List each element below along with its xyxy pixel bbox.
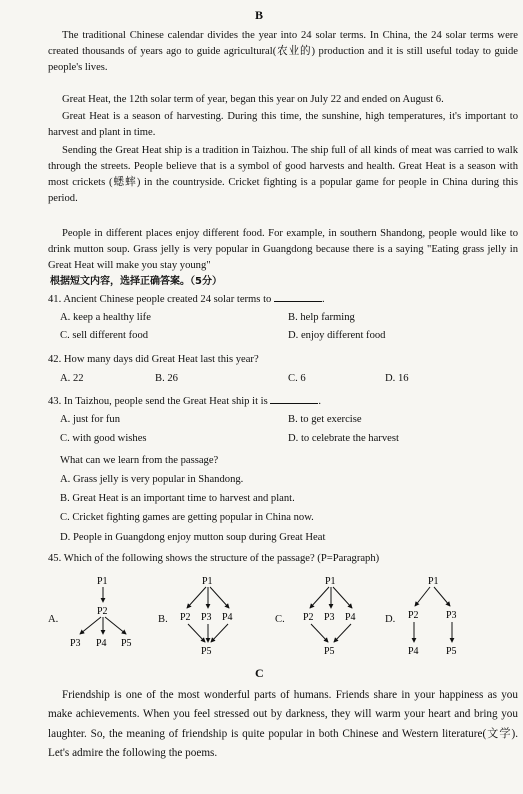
passage-b-paragraph-4: Sending the Great Heat ship is a tradition in Taizhou. The ship full of all kinds of meat was carried to walk through the streets. People believe that is a symbol of good harvests and health. Great Heat is a season with most crickets (蟋蟀) in the countryside. Cricket fighting is a popular game for people in China during this period. <box>48 145 518 204</box>
question-stem: Ancient Chinese people created 24 solar terms to <box>63 294 272 305</box>
q43-option-c[interactable]: C. with good wishes <box>60 433 147 444</box>
diagram-b-node: P3 <box>201 612 212 623</box>
question-43 <box>48 394 518 410</box>
diagram-a-node: P3 <box>70 638 81 649</box>
q44-option-d[interactable]: D. People in Guangdong enjoy mutton soup during Great Heat <box>60 532 326 543</box>
q43-option-b[interactable]: B. to get exercise <box>288 414 362 425</box>
q41-option-d[interactable]: D. enjoy different food <box>288 330 386 341</box>
structure-diagrams <box>0 570 523 660</box>
q42-option-d[interactable]: D. 16 <box>385 373 409 384</box>
q45-option-c-label[interactable]: C. <box>275 614 285 625</box>
section-b-label: B <box>255 8 264 22</box>
question-42 <box>48 352 518 368</box>
diagram-c-node: P4 <box>345 612 356 623</box>
diagram-c <box>303 576 356 657</box>
question-stem: Which of the following shows the structure of the passage? (P=Paragraph) <box>63 553 380 564</box>
diagram-b <box>180 576 233 657</box>
diagram-c-node: P3 <box>324 612 335 623</box>
diagram-b-node: P5 <box>201 646 212 657</box>
diagram-d-node: P3 <box>446 610 457 621</box>
diagram-d-node: P4 <box>408 646 419 657</box>
passage-b-paragraph-2: Great Heat, the 12th solar term of year, began this year on July 22 and ended on August 6. <box>62 94 444 105</box>
diagram-c-node: P1 <box>325 576 336 587</box>
diagram-a-node: P2 <box>97 606 108 617</box>
answer-blank[interactable] <box>274 292 322 302</box>
q45-option-d-label[interactable]: D. <box>385 614 396 625</box>
diagram-d-node: P1 <box>428 576 439 587</box>
q44-option-b[interactable]: B. Great Heat is an important time to harvest and plant. <box>60 493 295 504</box>
diagram-c-node: P5 <box>324 646 335 657</box>
q42-option-c[interactable]: C. 6 <box>288 373 306 384</box>
q43-option-d[interactable]: D. to celebrate the harvest <box>288 433 399 444</box>
section-c-label: C <box>255 666 264 680</box>
diagram-a-node: P1 <box>97 576 108 587</box>
q42-option-a[interactable]: A. 22 <box>60 373 84 384</box>
diagram-c-node: P2 <box>303 612 314 623</box>
passage-b-paragraph-5: People in different places enjoy different food. For example, in southern Shandong, people would like to drink mutton soup. Grass jelly is very popular in Guangdong because there is a saying "Eating grass jelly in Great Heat will make you stay young" <box>48 228 518 271</box>
question-end: . <box>321 294 325 305</box>
q43-option-a[interactable]: A. just for fun <box>60 414 121 425</box>
passage-b-paragraph-1: The traditional Chinese calendar divides the year into 24 solar terms. In China, the 24 solar terms were created thousands of years ago to guide agricultural(农业的) production and it is still useful today to guide people's lives. <box>48 30 518 73</box>
diagram-d <box>408 576 457 657</box>
q45-option-a-label[interactable]: A. <box>48 614 59 625</box>
diagram-b-node: P2 <box>180 612 191 623</box>
passage-b-paragraph-3: Great Heat is a season of harvesting. During this time, the sunshine, high temperatures, it's important to harvest and plant in time. <box>48 111 518 138</box>
q41-option-a[interactable]: A. keep a healthy life <box>60 312 151 323</box>
question-44: What can we learn from the passage? <box>60 455 219 466</box>
question-stem: In Taizhou, people send the Great Heat ship it is <box>63 396 268 407</box>
question-end: . <box>318 396 322 407</box>
question-41 <box>48 292 518 308</box>
diagram-b-node: P4 <box>222 612 233 623</box>
diagram-a-node: P4 <box>96 638 107 649</box>
q41-option-b[interactable]: B. help farming <box>288 312 355 323</box>
question-stem: How many days did Great Heat last this year? <box>63 354 259 365</box>
q44-option-c[interactable]: C. Cricket fighting games are getting popular in China now. <box>60 512 314 523</box>
question-number: 43. <box>48 396 62 407</box>
q45-option-b-label[interactable]: B. <box>158 614 168 625</box>
question-number: 45. <box>48 553 62 564</box>
instruction: 根据短文内容，选择正确答案。（5分） <box>50 276 222 287</box>
q44-option-a[interactable]: A. Grass jelly is very popular in Shandong. <box>60 474 244 485</box>
diagram-b-node: P1 <box>202 576 213 587</box>
diagram-d-node: P5 <box>446 646 457 657</box>
diagram-a-node: P5 <box>121 638 132 649</box>
q41-option-c[interactable]: C. sell different food <box>60 330 149 341</box>
q42-option-b[interactable]: B. 26 <box>155 373 178 384</box>
diagram-a <box>70 576 132 649</box>
diagram-d-node: P2 <box>408 610 419 621</box>
question-45 <box>48 551 518 567</box>
question-number: 41. <box>48 294 62 305</box>
answer-blank[interactable] <box>270 394 318 404</box>
passage-c-paragraph-1: Friendship is one of the most wonderful parts of humans. Friends share in your happiness as you make achievements. When you feel stressed out by darkness, they will warm your heart and bring you laughter. So, the meaning of friendship is quite popular in both Chinese and Western literature(文学). Let's admire the following the poems. <box>48 689 518 759</box>
question-number: 42. <box>48 354 62 365</box>
